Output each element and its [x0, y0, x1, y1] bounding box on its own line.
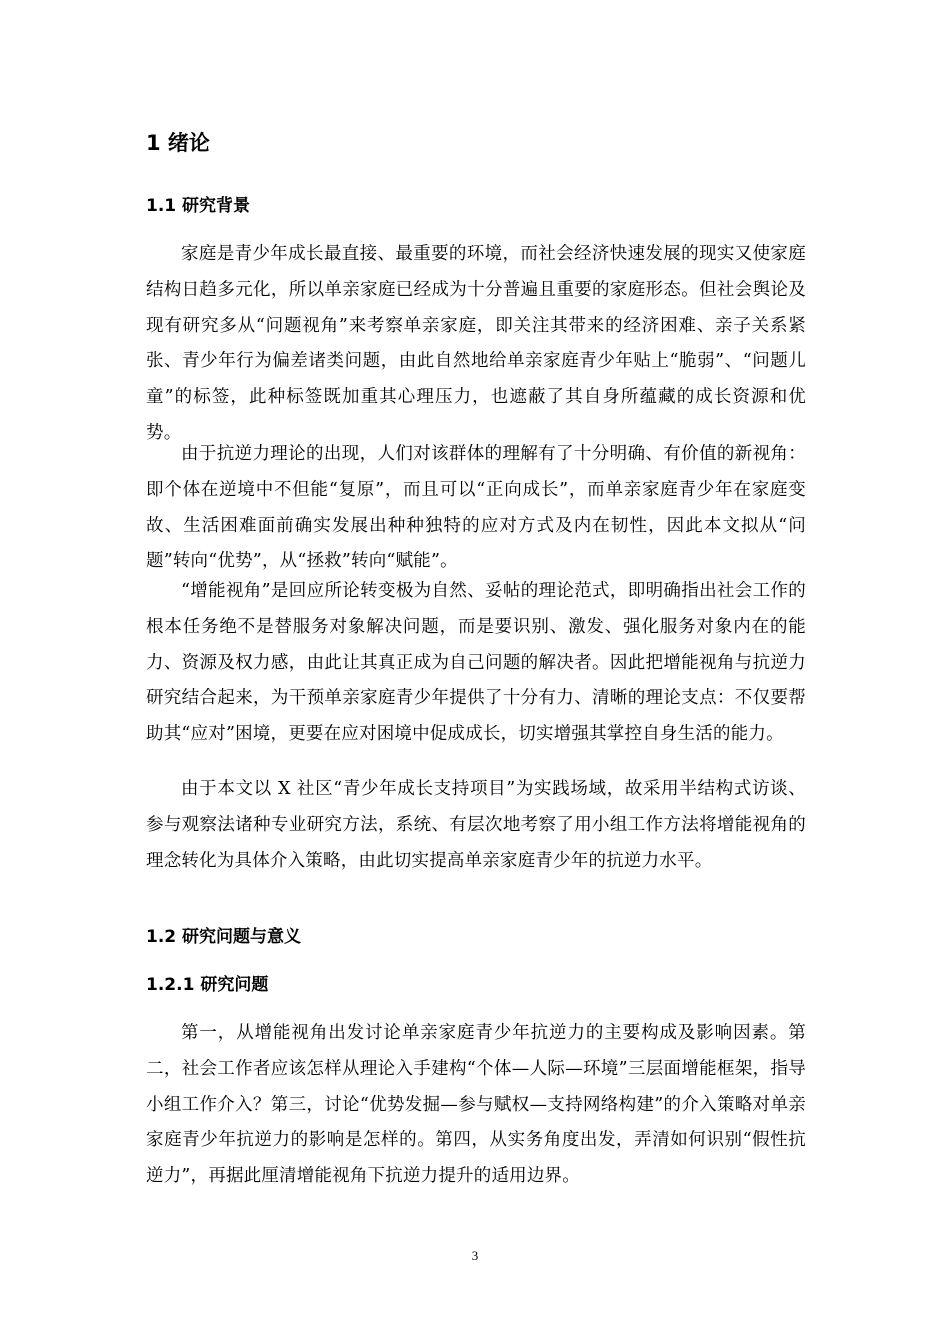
page-number: 3 [471, 1248, 479, 1263]
paragraph-4: 由于本文以 X 社区“青少年成长支持项目”为实践场域，故采用半结构式访谈、参与观察法诸种专业研究方法，系统、有层次地考察了用小组工作方法将增能视角的理念转化为具体介入策略，由此切实提高单亲家庭青少年的抗逆力水平。 [146, 779, 806, 871]
section-heading-research-questions: 1.2 研究问题与意义 [146, 927, 302, 947]
paragraph-3: “增能视角”是回应所论转变极为自然、妥帖的理论范式，即明确指出社会工作的根本任务绝不是替服务对象解决问题，而是要识别、激发、强化服务对象内在的能力、资源及权力感，由此让其真正成为自己问题的解决者。因此把增能视角与抗逆力研究结合起来，为干预单亲家庭青少年提供了十分有力、清晰的理论支点：不仅要帮助其“应对”困境，更要在应对困境中促成成长，切实增强其掌控自身生活的能力。 [146, 581, 806, 745]
chapter-heading: 1 绪论 [146, 131, 210, 155]
paragraph-2: 由于抗逆力理论的出现，人们对该群体的理解有了十分明确、有价值的新视角：即个体在逆境中不但能“复原”，而且可以“正向成长”，而单亲家庭青少年在家庭变故、生活困难面前确实发展出种种独特的应对方式及内在韧性，因此本文拟从“问题”转向“优势”，从“拯救”转向“赋能”。 [146, 444, 806, 572]
paragraph-1: 家庭是青少年成长最直接、最重要的环境，而社会经济快速发展的现实又使家庭结构日趋多元化，所以单亲家庭已经成为十分普遍且重要的家庭形态。但社会舆论及现有研究多从“问题视角”来考察单亲家庭，即关注其带来的经济困难、亲子关系紧张、青少年行为偏差诸类问题，由此自然地给单亲家庭青少年贴上“脆弱”、“问题儿童”的标签，此种标签既加重其心理压力，也遮蔽了其自身所蕴藏的成长资源和优势。 [146, 244, 806, 443]
subsection-heading-research-questions: 1.2.1 研究问题 [146, 975, 269, 995]
paragraph-5: 第一，从增能视角出发讨论单亲家庭青少年抗逆力的主要构成及影响因素。第二，社会工作者应该怎样从理论入手建构“个体—人际—环境”三层面增能框架，指导小组工作介入？第三，讨论“优势发掘—参与赋权—支持网络构建”的介入策略对单亲家庭青少年抗逆力的影响是怎样的。第四，从实务角度出发，弄清如何识别“假性抗逆力”，再据此厘清增能视角下抗逆力提升的适用边界。 [146, 1023, 806, 1187]
section-heading-research-background: 1.1 研究背景 [146, 196, 251, 216]
